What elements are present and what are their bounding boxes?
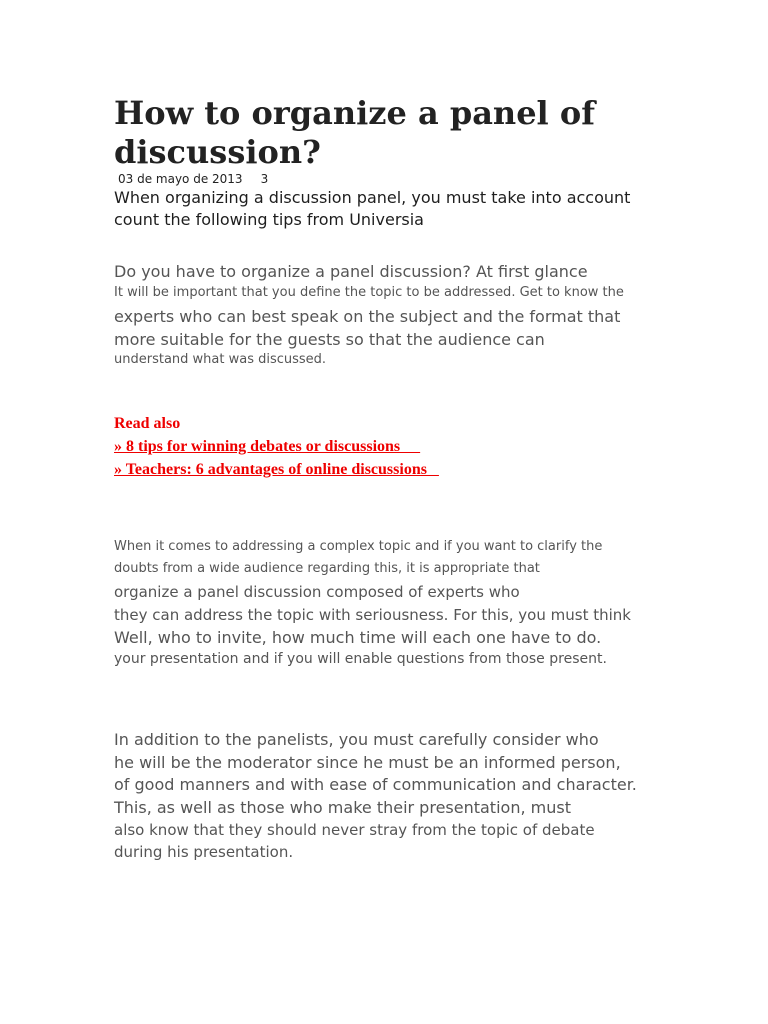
paragraph-1-line: understand what was discussed. bbox=[114, 352, 327, 367]
paragraph-2-line: Well, who to invite, how much time will each one have to do. bbox=[114, 628, 602, 647]
paragraph-1-line: more suitable for the guests so that the audience can bbox=[114, 330, 545, 349]
paragraph-1-line: experts who can best speak on the subject and the format that bbox=[114, 307, 621, 326]
paragraph-2-line: doubts from a wide audience regarding this, it is appropriate that bbox=[114, 561, 540, 576]
article-meta bbox=[118, 172, 268, 186]
paragraph-2-line: your presentation and if you will enable questions from those present. bbox=[114, 651, 607, 667]
article-date: 03 de mayo de 2013 bbox=[118, 172, 243, 186]
article-title: How to organize a panel of discussion? bbox=[114, 94, 595, 171]
paragraph-1-line: Do you have to organize a panel discussion? At first glance bbox=[114, 262, 588, 281]
paragraph-3-line: This, as well as those who make their presentation, must bbox=[114, 798, 571, 817]
paragraph-3-line: In addition to the panelists, you must carefully consider who bbox=[114, 730, 599, 749]
paragraph-3-line: also know that they should never stray from the topic of debate bbox=[114, 821, 595, 839]
comments-count: 3 bbox=[260, 172, 269, 186]
read-also-heading: Read also bbox=[114, 415, 181, 432]
paragraph-2-line: they can address the topic with seriousness. For this, you must think bbox=[114, 606, 631, 624]
paragraph-2-line: organize a panel discussion composed of experts who bbox=[114, 583, 520, 601]
subtitle-line: count the following tips from Universia bbox=[114, 210, 424, 229]
paragraph-2-line: When it comes to addressing a complex topic and if you want to clarify the bbox=[114, 539, 603, 554]
subtitle-line: When organizing a discussion panel, you must take into account bbox=[114, 188, 631, 207]
paragraph-3-line: he will be the moderator since he must be an informed person, bbox=[114, 753, 621, 772]
paragraph-3-line: of good manners and with ease of communication and character. bbox=[114, 775, 637, 794]
article-subtitle bbox=[114, 187, 630, 231]
paragraph-3-line: during his presentation. bbox=[114, 843, 294, 861]
related-link-debates[interactable]: » 8 tips for winning debates or discussions bbox=[114, 438, 421, 455]
related-link-online-discussions[interactable]: » Teachers: 6 advantages of online discussions bbox=[114, 461, 439, 478]
paragraph-1-line: It will be important that you define the topic to be addressed. Get to know the bbox=[114, 285, 624, 300]
